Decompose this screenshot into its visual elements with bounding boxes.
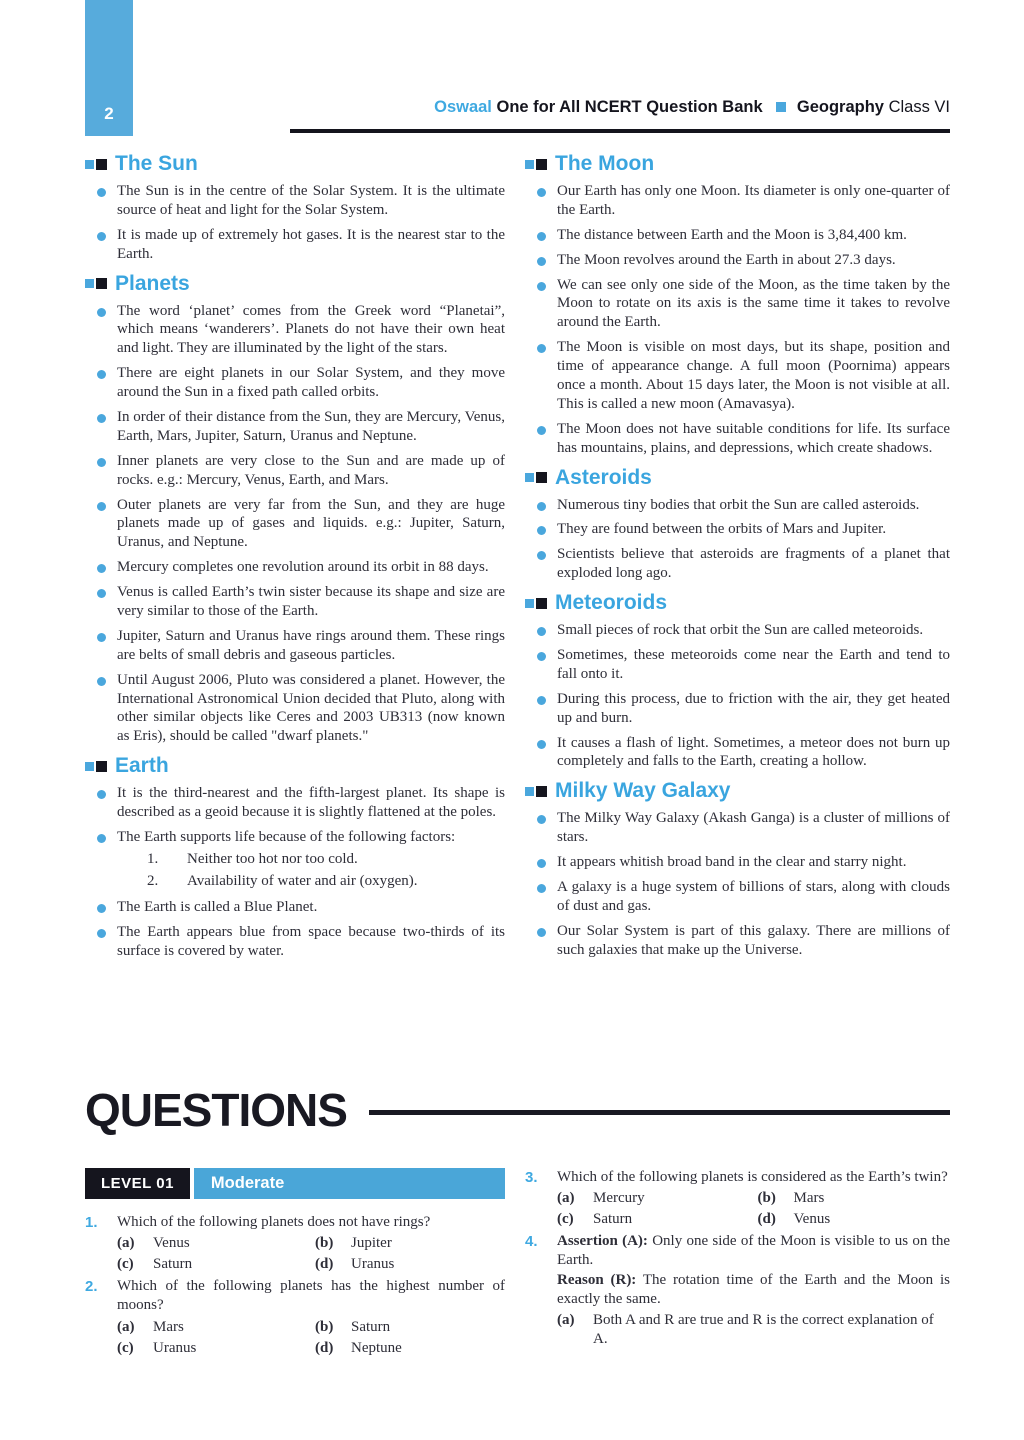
bullet-dot-icon	[537, 344, 546, 353]
question-number: 4.	[525, 1233, 538, 1251]
bullet-item	[85, 408, 505, 446]
option-text: Both A and R are true and R is the correct explanation of A.	[593, 1311, 934, 1348]
bullet-dot-icon	[97, 188, 106, 197]
question-item	[525, 1232, 950, 1349]
bullet-item	[525, 809, 950, 847]
bullet-dot-icon	[537, 696, 546, 705]
brand-name: Oswaal	[434, 98, 492, 116]
option-label: (c)	[117, 1339, 134, 1356]
section-meteoroids	[525, 591, 950, 771]
bullet-dot-icon	[97, 232, 106, 241]
section-heading	[85, 272, 505, 296]
option-label: (b)	[315, 1318, 334, 1335]
section-title: Asteroids	[555, 465, 652, 489]
left-column	[85, 150, 505, 966]
bullet-item	[85, 364, 505, 402]
subitem-text: Availability of water and air (oxygen).	[187, 872, 418, 889]
section-title: Meteoroids	[555, 591, 668, 615]
question-body	[117, 1213, 505, 1275]
option-text: Venus	[793, 1210, 831, 1227]
bullet-content	[117, 558, 505, 577]
bullet-content	[117, 784, 505, 822]
bullet-text: Inner planets are very close to the Sun and are made up of rocks. e.g.: Mercury, Venus, Earth, and Mars.	[117, 452, 505, 488]
bullet-content	[557, 420, 950, 458]
bullet-item	[85, 828, 505, 892]
bullet-item	[85, 784, 505, 822]
black-square-icon	[536, 472, 547, 483]
header-rule	[290, 129, 950, 133]
section-planets	[85, 272, 505, 747]
difficulty-label: Moderate	[194, 1168, 505, 1199]
statement-prefix: Assertion (A):	[557, 1233, 648, 1250]
option-item	[557, 1311, 950, 1349]
bullet-text: It causes a flash of light. Sometimes, a meteor does not burn up completely and falls to the Earth, creating a hollow.	[557, 734, 950, 770]
section-title: The Sun	[115, 152, 198, 175]
black-square-icon	[96, 159, 107, 170]
option-text: Venus	[153, 1234, 190, 1251]
bullet-content	[117, 627, 505, 665]
bullet-content	[557, 878, 950, 916]
bullet-text: The Sun is in the centre of the Solar System. It is the ultimate source of heat and light for the Solar System.	[117, 183, 505, 218]
bullet-item	[85, 302, 505, 359]
option-text: Saturn	[593, 1210, 633, 1227]
option-label: (a)	[117, 1234, 135, 1251]
bullet-text: The Milky Way Galaxy (Akash Ganga) is a cluster of millions of stars.	[557, 810, 950, 846]
bullet-item	[85, 558, 505, 577]
section-heading	[85, 152, 505, 176]
bullet-dot-icon	[537, 502, 546, 511]
black-square-icon	[536, 159, 547, 170]
option-item	[117, 1234, 307, 1253]
bullet-content	[117, 452, 505, 490]
bullet-text: It is the third-nearest and the fifth-largest planet. Its shape is described as a geoid because it is slightly flattened at the poles.	[117, 785, 505, 821]
section-asteroids	[525, 466, 950, 584]
questions-columns	[85, 1168, 950, 1361]
statement-prefix: Reason (R):	[557, 1271, 637, 1288]
section-title: Milky Way Galaxy	[555, 779, 731, 803]
bullet-item	[85, 583, 505, 621]
bullet-content	[557, 646, 950, 684]
option-label: (a)	[557, 1311, 575, 1328]
question-item	[525, 1168, 950, 1230]
bullet-text: The distance between Earth and the Moon is 3,84,400 km.	[557, 226, 907, 243]
bullet-dot-icon	[97, 414, 106, 423]
bullet-dot-icon	[97, 677, 106, 686]
page-header	[280, 98, 950, 117]
bullet-item	[85, 923, 505, 961]
question-item	[85, 1277, 505, 1358]
bullet-dot-icon	[537, 232, 546, 241]
bullet-dot-icon	[537, 652, 546, 661]
option-label: (d)	[757, 1210, 776, 1227]
bullet-content	[117, 364, 505, 402]
bullet-text: It is made up of extremely hot gases. It is the nearest star to the Earth.	[117, 226, 505, 262]
section-title: Earth	[115, 754, 169, 778]
bullet-item	[85, 671, 505, 747]
option-text: Mars	[153, 1318, 184, 1335]
bullet-item	[525, 922, 950, 960]
bullet-dot-icon	[97, 904, 106, 913]
bullet-content	[557, 182, 950, 220]
bullet-text: The Earth supports life because of the following factors:	[117, 829, 456, 846]
subitem-text: Neither too hot nor too cold.	[187, 850, 358, 867]
bullet-content	[117, 671, 505, 747]
black-square-icon	[536, 786, 547, 797]
bullet-dot-icon	[537, 859, 546, 868]
bullet-content	[557, 809, 950, 847]
level-badge	[85, 1168, 505, 1199]
questions-header	[85, 1085, 950, 1136]
bullet-text: Scientists believe that asteroids are fragments of a planet that exploded long ago.	[557, 546, 950, 582]
blue-square-icon	[525, 473, 534, 482]
option-text: Jupiter	[351, 1234, 392, 1251]
bullet-content	[117, 583, 505, 621]
bullet-item	[525, 621, 950, 640]
section-heading	[525, 779, 950, 803]
bullet-item	[525, 276, 950, 333]
bullet-item	[525, 226, 950, 245]
numbered-subitem	[147, 850, 505, 869]
bullet-item	[525, 690, 950, 728]
bullet-text: Until August 2006, Pluto was considered a planet. However, the International Astronomical Union decided that Pluto, along with other similar objects like Ceres and 2003 UB313 (now known as Eris), should be called "dwarf planets."	[117, 671, 505, 745]
bullet-item	[85, 898, 505, 917]
section-title: Planets	[115, 271, 190, 295]
question-number: 2.	[85, 1278, 98, 1296]
bullet-dot-icon	[537, 551, 546, 560]
section-heading	[525, 466, 950, 490]
bullet-content	[557, 338, 950, 414]
option-text: Uranus	[351, 1255, 395, 1272]
questions-list-left	[85, 1213, 505, 1358]
option-label: (d)	[315, 1255, 334, 1272]
question-text: Which of the following planets does not have rings?	[117, 1213, 431, 1230]
options-grid	[117, 1318, 505, 1358]
bullet-text: Venus is called Earth’s twin sister because its shape and size are very similar to those of the Earth.	[117, 584, 505, 620]
option-item	[557, 1189, 750, 1208]
book-title: One for All NCERT Question Bank	[496, 98, 763, 116]
option-item	[315, 1234, 505, 1253]
bullet-content	[117, 923, 505, 961]
bullet-dot-icon	[537, 257, 546, 266]
option-label: (d)	[315, 1339, 334, 1356]
bullet-item	[525, 182, 950, 220]
bullet-dot-icon	[97, 589, 106, 598]
blue-square-icon	[85, 279, 94, 288]
bullet-text: Numerous tiny bodies that orbit the Sun are called asteroids.	[557, 496, 920, 513]
bullet-text: The word ‘planet’ comes from the Greek word “Planetai”, which means ‘wanderers’. Planets do not have their own heat and light. They are illuminated by the light of the stars.	[117, 302, 505, 357]
option-label: (b)	[315, 1234, 334, 1251]
black-square-icon	[96, 278, 107, 289]
section-the-sun	[85, 152, 505, 264]
bullet-text: Outer planets are very far from the Sun, and they are huge planets made up of gases and liquids. e.g.: Jupiter, Saturn, Uranus, and Neptune.	[117, 496, 505, 551]
question-text: Which of the following planets is considered as the Earth’s twin?	[557, 1168, 948, 1185]
bullet-dot-icon	[97, 370, 106, 379]
subitem-number: 1.	[147, 850, 159, 867]
bullet-text: Small pieces of rock that orbit the Sun are called meteoroids.	[557, 622, 924, 639]
question-body	[117, 1277, 505, 1358]
bullet-content	[557, 226, 950, 245]
bullet-content	[117, 496, 505, 553]
bullet-item	[525, 520, 950, 539]
bullet-content	[117, 828, 505, 892]
bullet-text: Our Earth has only one Moon. Its diameter is only one-quarter of the Earth.	[557, 183, 950, 218]
option-item	[758, 1189, 951, 1208]
option-item	[315, 1339, 505, 1358]
option-item	[557, 1210, 750, 1229]
bullet-item	[85, 226, 505, 264]
bullet-dot-icon	[97, 308, 106, 317]
bullet-text: There are eight planets in our Solar System, and they move around the Sun in a fixed path called orbits.	[117, 365, 505, 401]
bullet-item	[525, 251, 950, 270]
question-text: Which of the following planets has the highest number of moons?	[117, 1278, 505, 1314]
option-text: Mercury	[593, 1189, 645, 1206]
bullet-dot-icon	[97, 502, 106, 511]
bullet-item	[525, 338, 950, 414]
bullet-text: Sometimes, these meteoroids come near the Earth and tend to fall onto it.	[557, 647, 950, 682]
section-milky-way-galaxy	[525, 779, 950, 959]
black-square-icon	[536, 598, 547, 609]
section-heading	[85, 754, 505, 778]
section-the-moon	[525, 152, 950, 458]
bullet-text: Mercury completes one revolution around its orbit in 88 days.	[117, 559, 489, 576]
bullet-item	[525, 496, 950, 515]
options-grid	[557, 1311, 950, 1349]
option-item	[758, 1210, 951, 1229]
bullet-content	[557, 621, 950, 640]
bullet-item	[525, 734, 950, 772]
bullet-dot-icon	[537, 815, 546, 824]
page-number-tab	[85, 0, 133, 136]
option-item	[117, 1255, 307, 1274]
bullet-dot-icon	[537, 884, 546, 893]
option-text: Saturn	[153, 1255, 193, 1272]
bullet-item	[85, 452, 505, 490]
bullet-content	[557, 520, 950, 539]
bullet-dot-icon	[97, 834, 106, 843]
bullet-content	[557, 496, 950, 515]
bullet-content	[117, 898, 505, 917]
bullet-text: The Earth is called a Blue Planet.	[117, 898, 318, 915]
option-item	[117, 1339, 307, 1358]
bullet-dot-icon	[97, 458, 106, 467]
option-label: (c)	[557, 1210, 574, 1227]
question-item	[85, 1213, 505, 1275]
bullet-content	[117, 408, 505, 446]
section-heading	[525, 152, 950, 176]
options-grid	[117, 1234, 505, 1274]
option-label: (b)	[757, 1189, 776, 1206]
bullet-text: Our Solar System is part of this galaxy. There are millions of such galaxies that make up the Universe.	[557, 922, 950, 958]
bullet-content	[117, 182, 505, 220]
bullet-item	[525, 853, 950, 872]
numbered-subitem	[147, 872, 505, 891]
blue-square-icon	[525, 787, 534, 796]
questions-section	[85, 1085, 950, 1361]
bullet-content	[557, 690, 950, 728]
page-number: 2	[104, 104, 114, 123]
option-label: (c)	[117, 1255, 134, 1272]
option-text: Uranus	[153, 1339, 197, 1356]
subitem-number: 2.	[147, 872, 159, 889]
question-number: 1.	[85, 1213, 98, 1231]
bullet-text: It appears whitish broad band in the clear and starry night.	[557, 854, 907, 871]
questions-left-column	[85, 1168, 505, 1361]
blue-square-icon	[776, 102, 786, 112]
class-label: Class VI	[888, 98, 950, 116]
questions-title: QUESTIONS	[85, 1084, 347, 1136]
questions-list-right	[525, 1168, 950, 1350]
option-item	[315, 1255, 505, 1274]
bullet-dot-icon	[537, 928, 546, 937]
bullet-item	[525, 878, 950, 916]
level-label: LEVEL 01	[85, 1168, 190, 1199]
blue-square-icon	[85, 160, 94, 169]
option-item	[315, 1318, 505, 1337]
bullet-content	[557, 545, 950, 583]
option-item	[117, 1318, 307, 1337]
bullet-item	[525, 545, 950, 583]
bullet-dot-icon	[97, 790, 106, 799]
bullet-dot-icon	[537, 188, 546, 197]
question-body	[557, 1168, 950, 1230]
bullet-content	[557, 251, 950, 270]
bullet-text: We can see only one side of the Moon, as the time taken by the Moon to rotate on its axis is the same time it takes to revolve around the Earth.	[557, 276, 950, 331]
bullet-text: In order of their distance from the Sun, they are Mercury, Venus, Earth, Mars, Jupiter, Saturn, Uranus and Neptune.	[117, 409, 505, 444]
bullet-content	[117, 302, 505, 359]
assertion-reason-statement: Assertion (A): Only one side of the Moon is visible to us on the Earth.	[557, 1233, 950, 1269]
bullet-dot-icon	[537, 282, 546, 291]
blue-square-icon	[525, 160, 534, 169]
bullet-text: They are found between the orbits of Mars and Jupiter.	[557, 521, 887, 538]
option-text: Mars	[793, 1189, 825, 1206]
bullet-text: A galaxy is a huge system of billions of stars, along with clouds of dust and gas.	[557, 879, 950, 914]
bullet-text: The Moon does not have suitable conditions for life. Its surface has mountains, plains, and depressions, which create shadows.	[557, 420, 950, 456]
option-label: (a)	[117, 1318, 135, 1335]
section-heading	[525, 591, 950, 615]
bullet-content	[557, 853, 950, 872]
bullet-item	[85, 182, 505, 220]
questions-rule	[369, 1110, 950, 1115]
bullet-text: The Earth appears blue from space because two-thirds of its surface is covered by water.	[117, 923, 505, 959]
questions-right-column	[525, 1168, 950, 1361]
bullet-dot-icon	[97, 564, 106, 573]
bullet-content	[557, 734, 950, 772]
bullet-dot-icon	[97, 929, 106, 938]
bullet-content	[557, 276, 950, 333]
bullet-item	[85, 627, 505, 665]
bullet-text: Jupiter, Saturn and Uranus have rings around them. These rings are belts of small debris and gaseous particles.	[117, 627, 505, 663]
option-label: (a)	[557, 1189, 575, 1206]
bullet-item	[525, 646, 950, 684]
bullet-item	[85, 496, 505, 553]
section-earth	[85, 754, 505, 960]
bullet-dot-icon	[97, 633, 106, 642]
subject-name: Geography	[796, 98, 884, 116]
question-body	[557, 1232, 950, 1349]
bullet-dot-icon	[537, 627, 546, 636]
bullet-text: The Moon revolves around the Earth in about 27.3 days.	[557, 251, 896, 268]
bullet-dot-icon	[537, 526, 546, 535]
notes-columns	[85, 150, 950, 966]
option-text: Neptune	[351, 1339, 402, 1356]
bullet-content	[557, 922, 950, 960]
black-square-icon	[96, 761, 107, 772]
assertion-reason-statement: Reason (R): The rotation time of the Earth and the Moon is exactly the same.	[557, 1271, 950, 1307]
bullet-text: During this process, due to friction with the air, they get heated up and burn.	[557, 690, 950, 726]
blue-square-icon	[85, 762, 94, 771]
option-text: Saturn	[351, 1318, 391, 1335]
bullet-dot-icon	[537, 740, 546, 749]
bullet-text: The Moon is visible on most days, but its shape, position and time of appearance change. A full moon (Poornima) appears once a month. About 15 days later, the Moon is not visible at all. This is called a new moon (Amavasya).	[557, 339, 950, 412]
right-column	[525, 150, 950, 966]
bullet-content	[117, 226, 505, 264]
question-number: 3.	[525, 1168, 538, 1186]
blue-square-icon	[525, 599, 534, 608]
section-title: The Moon	[555, 152, 655, 175]
options-grid	[557, 1189, 950, 1229]
bullet-item	[525, 420, 950, 458]
bullet-dot-icon	[537, 426, 546, 435]
